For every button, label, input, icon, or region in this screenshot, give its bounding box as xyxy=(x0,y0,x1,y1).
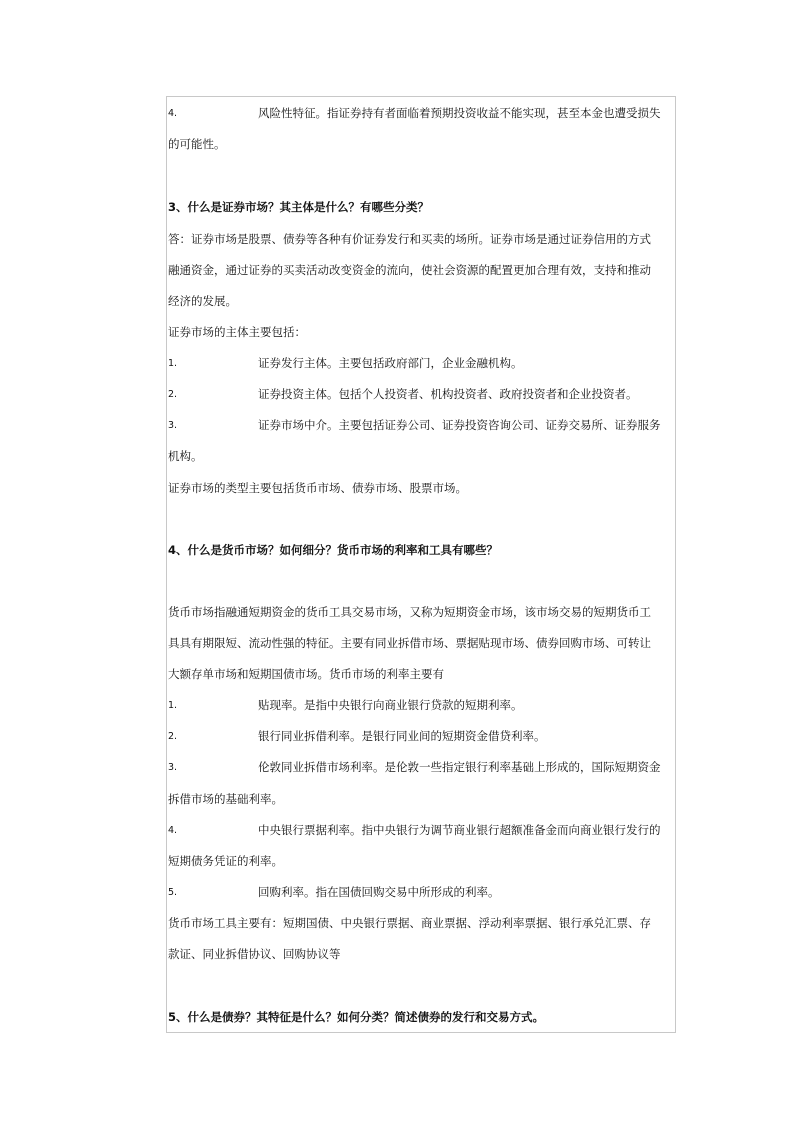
section-heading: 4、什么是货币市场？如何细分？货币市场的利率和工具有哪些？ xyxy=(168,543,498,557)
list-item-text: 贴现率。是指中央银行向商业银行贷款的短期利率。 xyxy=(258,698,523,712)
list-item-text: 中央银行票据利率。指中央银行为调节商业银行超额准备金而向商业银行发行的 xyxy=(258,823,661,837)
list-item-continuation: 拆借市场的基础利率。 xyxy=(168,792,283,806)
list-number: 4. xyxy=(168,108,178,119)
paragraph-line: 答：证券市场是股票、债券等各种有价证券发行和买卖的场所。证券市场是通过证券信用的方式 xyxy=(168,232,651,246)
paragraph-line: 经济的发展。 xyxy=(168,294,237,308)
list-number: 2. xyxy=(168,389,178,400)
list-number: 3. xyxy=(168,762,178,773)
list-item-text: 证券市场中介。主要包括证券公司、证券投资咨询公司、证券交易所、证券服务 xyxy=(258,418,661,432)
list-number: 3. xyxy=(168,420,178,431)
list-item-text: 银行同业拆借利率。是银行同业间的短期资金借贷利率。 xyxy=(258,729,546,743)
list-item-continuation: 短期债务凭证的利率。 xyxy=(168,854,283,868)
list-item-text: 证券投资主体。包括个人投资者、机构投资者、政府投资者和企业投资者。 xyxy=(258,387,638,401)
list-item-text: 伦敦同业拆借市场利率。是伦敦一些指定银行利率基础上形成的，国际短期资金 xyxy=(258,760,661,774)
paragraph-line: 证券市场的主体主要包括： xyxy=(168,325,306,339)
paragraph-line: 融通资金，通过证券的买卖活动改变资金的流向，使社会资源的配置更加合理有效，支持和推动 xyxy=(168,263,651,277)
paragraph-line: 证券市场的类型主要包括货币市场、债券市场、股票市场。 xyxy=(168,481,467,495)
list-item-text: 风险性特征。指证券持有者面临着预期投资收益不能实现，甚至本金也遭受损失 xyxy=(258,106,661,120)
list-item-text: 证券发行主体。主要包括政府部门，企业金融机构。 xyxy=(258,356,523,370)
list-number: 4. xyxy=(168,825,178,836)
list-item-text: 回购利率。指在国债回购交易中所形成的利率。 xyxy=(258,885,500,899)
list-number: 5. xyxy=(168,887,178,898)
paragraph-line: 具具有期限短、流动性强的特征。主要有同业拆借市场、票据贴现市场、债券回购市场、可转让 xyxy=(168,636,651,650)
paragraph-line: 大额存单市场和短期国债市场。货币市场的利率主要有 xyxy=(168,667,444,681)
list-number: 1. xyxy=(168,358,178,369)
paragraph-line: 货币市场指融通短期资金的货币工具交易市场，又称为短期资金市场，该市场交易的短期货币工 xyxy=(168,605,651,619)
list-number: 1. xyxy=(168,700,178,711)
section-heading: 5、什么是债券？其特征是什么？如何分类？简述债券的发行和交易方式。 xyxy=(168,1010,544,1024)
list-item-continuation: 的可能性。 xyxy=(168,137,226,151)
section-heading: 3、什么是证券市场？其主体是什么？有哪些分类？ xyxy=(168,200,429,214)
list-number: 2. xyxy=(168,731,178,742)
list-item-continuation: 机构。 xyxy=(168,449,203,463)
paragraph-line: 货币市场工具主要有：短期国债、中央银行票据、商业票据、浮动利率票据、银行承兑汇票、存 xyxy=(168,916,651,930)
paragraph-line: 款证、同业拆借协议、回购协议等 xyxy=(168,947,341,961)
